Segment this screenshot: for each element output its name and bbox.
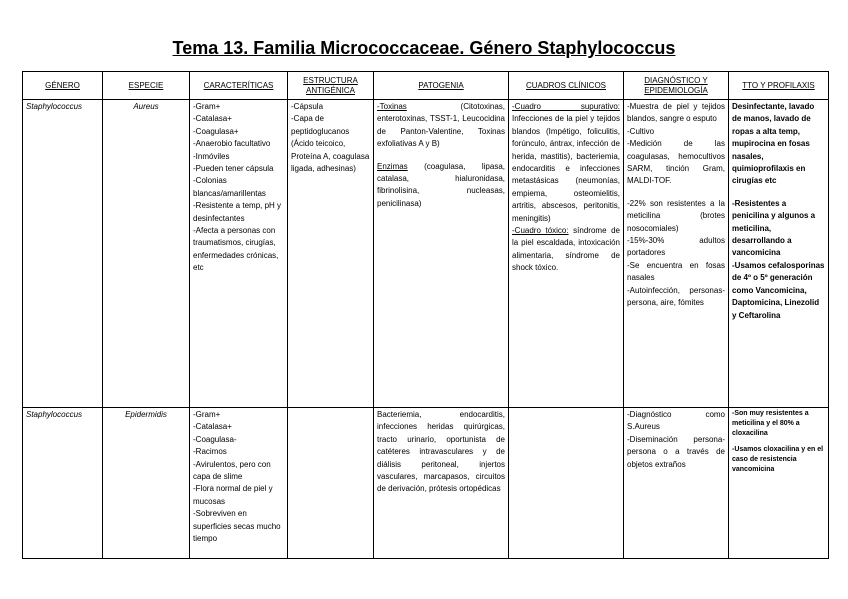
list-item: -Usamos cefalosporinas de 4º o 5º generación como Vancomicina, Daptomicina, Linezolid y Ceftarolina [732, 260, 825, 320]
list-item: -Catalasa+ [193, 114, 232, 124]
list-item: -Usamos cloxacilina y en el caso de resistencia vancomicina [732, 446, 824, 473]
list-item: -Resistentes a penicilina y algunos a meticilina, desarrollando a vancomicina [732, 198, 816, 258]
enzimas-text: (coagulasa, lipasa, catalasa, hialuronidasa, fibrinolisina, nucleasas, penicilinasa) [377, 161, 505, 208]
list-item: -Sobreviven en superficies secas mucho tiempo [193, 509, 281, 544]
cell-tto [729, 408, 829, 559]
cell-especie: Aureus [103, 100, 190, 408]
list-item: -Cultivo [627, 126, 655, 136]
table-row [23, 100, 829, 408]
header-estructura: ESTRUCTURA ANTIGÉNICA [288, 72, 374, 100]
header-tto: TTO Y PROFILAXIS [729, 72, 829, 100]
cell-patogenia: Bacteriemia, endocarditis, infecciones heridas quirúrgicas, tracto urinario, oportunista de catéteres intravasculares y de diálisis peritoneal, injertos vasculares, marcapasos, circuitos de derivación, prótesis ortopédicas [374, 408, 509, 559]
list-item: -Autoinfección, personas-persona, aire, fómites [627, 285, 725, 308]
cell-genero: Staphylococcus [23, 100, 103, 408]
list-item: -15%-30% adultos portadores [627, 236, 725, 258]
header-cuadros: CUADROS CLÍNICOS [509, 72, 624, 100]
toxinas-label: -Toxinas [377, 102, 407, 111]
toxinas-text: (Citotoxinas, enterotoxinas, TSST-1, Leucocidina de Panton-Valentine, Toxinas exfoliativas A y B) [377, 102, 505, 149]
list-item: -Resistente a temp, pH y desinfectantes [193, 201, 282, 223]
document-title: Tema 13. Familia Micrococcaceae. Género Staphylococcus [172, 38, 676, 58]
list-item: -Colonias blancas/amarillentas [193, 176, 266, 198]
list-item: -Afecta a personas con traumatismos, cirugías, enfermedades crónicas, etc [193, 226, 279, 273]
list-item: -Son muy resistentes a meticilina y el 80% a cloxacilina [732, 410, 809, 437]
list-item: -22% son resistentes a la meticilina (brotes nosocomiales) [627, 198, 725, 233]
list-item: -Anaerobio facultativo [193, 139, 271, 149]
list-item: -Inmóviles [193, 151, 230, 161]
list-item: -Avirulentos, pero con capa de slime [193, 459, 271, 482]
header-patogenia: PATOGENIA [374, 72, 509, 100]
list-item: -Diagnóstico como S.Aureus [627, 410, 725, 432]
list-item: Desinfectante, lavado de manos, lavado de ropas a alta temp, mupirocina en fosas nasales, quimioprofilaxis en cirugías etc [732, 102, 815, 186]
table-row [23, 408, 829, 559]
cell-estructura [288, 408, 374, 559]
list-item: -Coagulasa+ [193, 126, 239, 136]
list-item: -Racimos [193, 447, 227, 457]
cell-patogenia [374, 100, 509, 408]
list-item: -Muestra de piel y tejidos blandos, sangre o esputo [627, 102, 725, 124]
supurativo-text: Infecciones de la piel y tejidos blandos (Impétigo, foliculitis, forúnculo, ántrax, infección de herida, mastitis), bacteriemia, endocarditis e infecciones metastásicas (neumonías, empiema, osteomielitis, artritis, abscesos, peritonitis, meningitis) [512, 114, 620, 223]
staphylococcus-table [22, 71, 829, 559]
table-header-row [23, 72, 829, 100]
cell-especie: Epidermidis [103, 408, 190, 559]
list-item: -Gram+ [193, 102, 221, 111]
list-item: -Catalasa+ [193, 422, 232, 432]
toxico-text: síndrome de la piel escaldada, intoxicación alimentaria, síndrome de shock tóxico. [512, 226, 620, 273]
list-item: -Se encuentra en fosas nasales [627, 260, 725, 283]
list-item: -Gram+ [193, 410, 221, 419]
header-especie: ESPECIE [103, 72, 190, 100]
cell-genero: Staphylococcus [23, 408, 103, 559]
list-item: -Medición de las coagulasas, hemocultivos SARM, tinción Gram, MALDI-TOF. [627, 139, 725, 186]
cell-diagnostico [624, 100, 729, 408]
list-item: -Flora normal de piel y mucosas [193, 484, 273, 506]
supurativo-label: -Cuadro supurativo: [512, 102, 620, 111]
list-item: -Capa de peptidoglucanos (Ácido teicoico, Proteína A, coagulasa ligada, adhesinas) [291, 114, 370, 174]
list-item: -Pueden tener cápsula [193, 164, 274, 174]
header-diagnostico: DIAGNÓSTICO Y EPIDEMIOLOGÍA [624, 72, 729, 100]
list-item: -Diseminación persona-persona o a través de objetos extraños [627, 434, 725, 469]
cell-caracteristicas [190, 408, 288, 559]
header-genero: GÉNERO [23, 72, 103, 100]
cell-caracteristicas [190, 100, 288, 408]
header-caracteristicas: CARACTERÍTICAS [190, 72, 288, 100]
cell-cuadros [509, 100, 624, 408]
list-item: -Coagulasa- [193, 434, 237, 444]
cell-cuadros [509, 408, 624, 559]
enzimas-label: Enzimas [377, 161, 408, 171]
cell-diagnostico [624, 408, 729, 559]
toxico-label: -Cuadro tóxico: [512, 226, 569, 236]
cell-estructura [288, 100, 374, 408]
cell-tto [729, 100, 829, 408]
list-item: -Cápsula [291, 102, 324, 111]
